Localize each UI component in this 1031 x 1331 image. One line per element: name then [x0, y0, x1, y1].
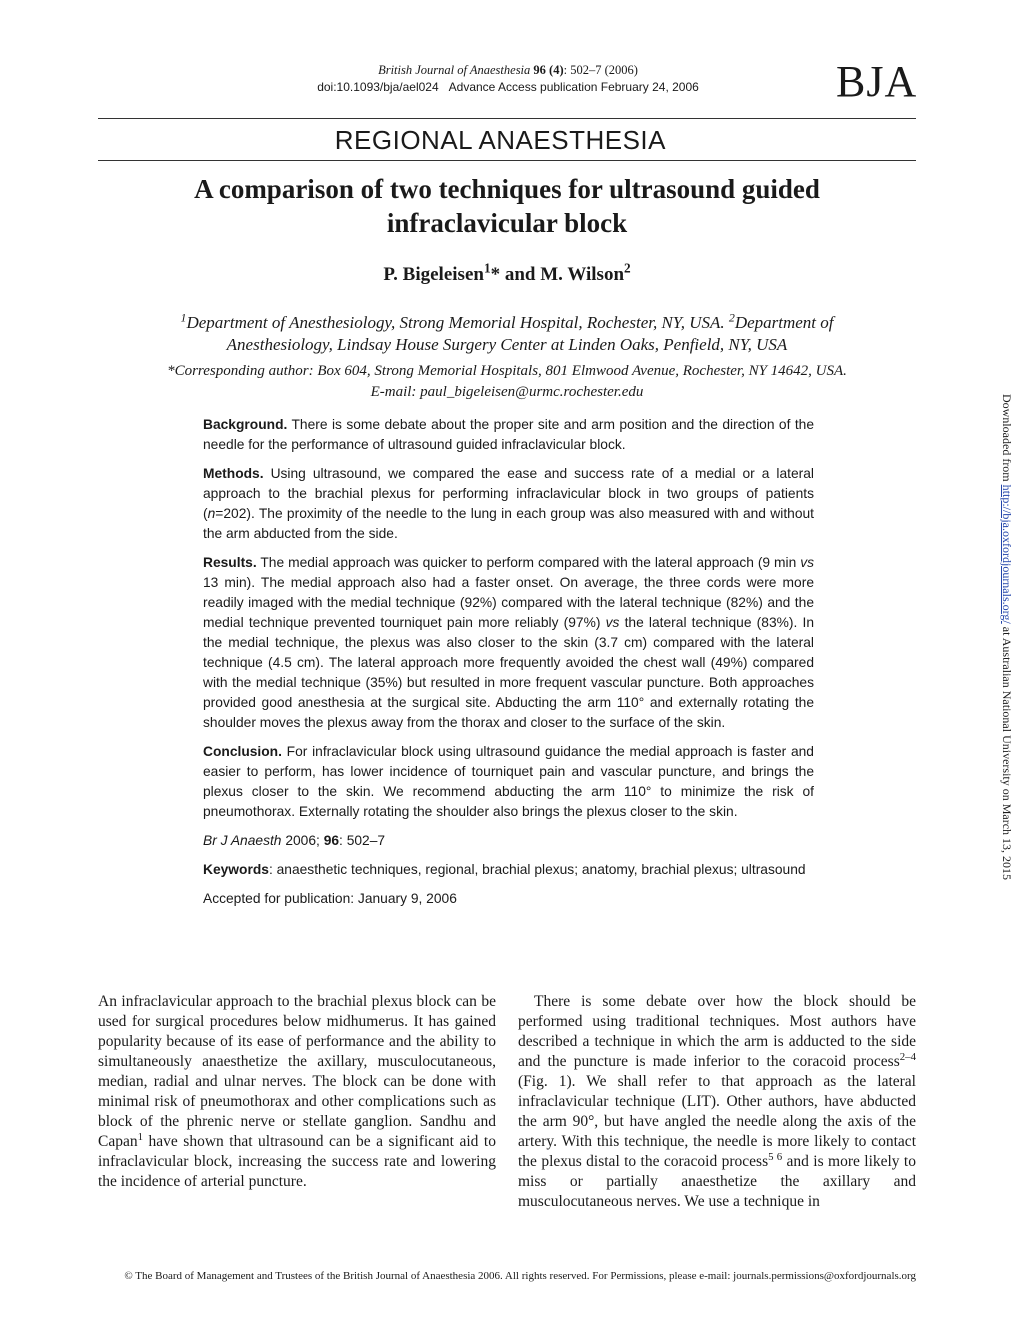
abstract: [203, 415, 814, 918]
body-column-left: An infraclavicular approach to the brachial plexus block can be used for surgical procedures below midhumerus. It has gained popularity because of its ease of performance and the ability to simultaneously anaesthetize the axillary, musculocutaneous, median, radial and ulnar nerves. The block can be done with minimal risk of pneumothorax and other complications such as block of the phrenic nerve or stellate ganglion. Sandhu and Capan$^1$ have shown that ultrasound can be a significant aid to infraclavicular block, increasing the success rate and lowering the incidence of arterial puncture.: [98, 993, 496, 1190]
abstract-methods: Methods. Using ultrasound, we compared the ease and success rate of a medial or a lateral approach to the brachial plexus for performing infraclavicular block in two groups of patients (n=202). The proximity of the needle to the lung in each group was also measured with and without the arm abducted from the side.: [203, 466, 814, 541]
email-address[interactable]: E-mail: paul_bigeleisen@urmc.rochester.edu: [370, 384, 644, 400]
article-title: A comparison of two techniques for ultrasound guided infraclavicular block: [194, 174, 820, 238]
doi-line: doi:10.1093/bja/ael024 Advance Access publication February 24, 2006: [317, 80, 699, 94]
accepted-date: Accepted for publication: January 9, 2006: [203, 891, 457, 906]
abstract-background: Background. There is some debate about the proper site and arm position and the direction of the needle for the performance of ultrasound guided infraclavicular block.: [203, 417, 814, 452]
journal-link[interactable]: http://bja.oxfordjournals.org/: [1000, 484, 1014, 624]
bja-logo: BJA: [836, 57, 918, 106]
affiliations: $^1$Department of Anesthesiology, Strong Memorial Hospital, Rochester, NY, USA. $^2$Department of Anesthesiology, Lindsay House Surgery Center at Linden Oaks, Penfield, NY, USA: [180, 310, 834, 354]
body-column-right: There is some debate over how the block should be performed using traditional techniques. Most authors have described a technique in which the arm is adducted to the side and the puncture is made inferior to the coracoid process$^{2-4}$ (Fig. 1). We shall refer to that approach as the lateral infraclavicular technique (LIT). Other authors, have abducted the arm 90°, but have angled the needle along the axis of the artery. With this technique, the needle is more likely to contact the plexus distal to the coracoid process$^{5 6}$ and is more likely to miss or partially anaesthetize the axillary and musculocutaneous nerves. We use a technique in: [518, 993, 916, 1210]
section-rule: [98, 160, 916, 161]
abstract-results: Results. The medial approach was quicker to perform compared with the lateral approach (9 min vs 13 min). The medial approach also had a faster onset. On average, the three cords were more readily imaged with the medial technique (92%) compared with the lateral technique (82%) and the medial technique prevented tourniquet pain more reliably (97%) vs the lateral technique (83%). In the medial technique, the plexus was also closer to the skin (3.7 cm) compared with the lateral technique (4.5 cm). The lateral approach more frequently avoided the chest wall (49%) compared with the medial technique (35%) but resulted in more frequent vascular puncture. Both approaches provided good anesthesia at the surgical site. Abducting the arm 110° and externally rotating the shoulder moves the plexus away from the thorax and closer to the surface of the skin.: [203, 555, 815, 730]
author-list: P. Bigeleisen$^1$* and M. Wilson$^2$: [383, 260, 631, 285]
download-side-note: Downloaded from http://bja.oxfordjournals.org/ at Australian National University on March 13, 2015: [1000, 394, 1014, 881]
abstract-keywords: Keywords: anaesthetic techniques, regional, brachial plexus; anatomy, brachial plexus; ultrasound: [203, 862, 806, 877]
abstract-conclusion: Conclusion. For infraclavicular block using ultrasound guidance the medial approach is faster and easier to perform, has lower incidence of tourniquet pain and vascular puncture, and brings the plexus closer to the skin. We recommend abducting the arm 110° to minimize the risk of pneumothorax. Externally rotating the shoulder also brings the plexus closer to the skin.: [203, 744, 814, 819]
corresponding-author: *Corresponding author: Box 604, Strong Memorial Hospitals, 801 Elmwood Avenue, Rochester, NY 14642, USA. E-mail: paul_bigeleisen@urmc.rochester.edu: [98, 361, 916, 403]
copyright-footer: © The Board of Management and Trustees of the British Journal of Anaesthesia 2006. All rights reserved. For Permissions, please e-mail: journals.permissions@oxfordjournals.org: [124, 1270, 916, 1282]
abstract-citation: Br J Anaesth 2006; 96: 502–7: [203, 833, 386, 848]
header-rule: [98, 118, 916, 119]
citation-line: British Journal of Anaesthesia 96 (4): 502–7 (2006): [378, 63, 638, 77]
section-heading: REGIONAL ANAESTHESIA: [334, 125, 666, 155]
